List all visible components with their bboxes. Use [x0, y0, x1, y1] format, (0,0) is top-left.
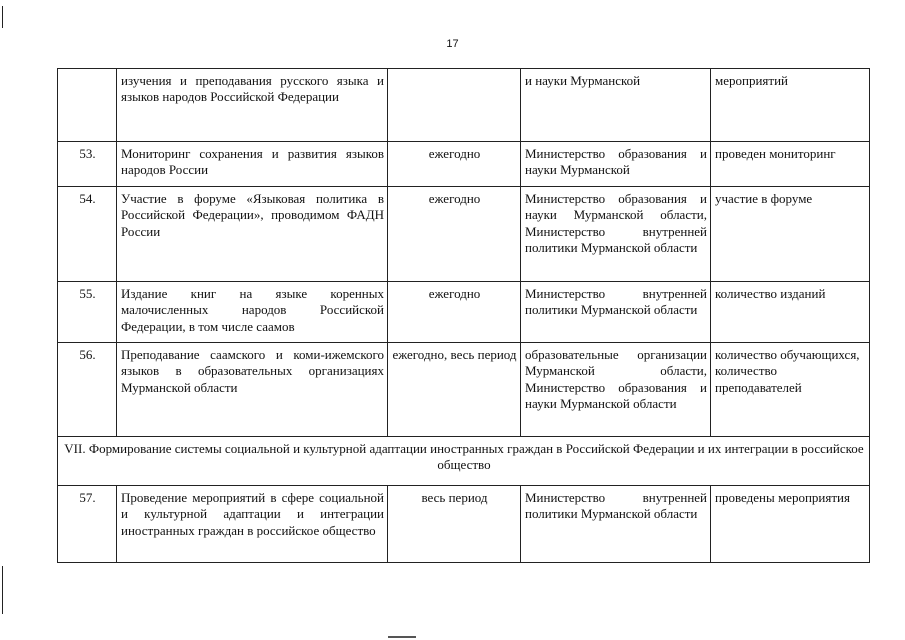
result-cell: мероприятий [711, 69, 870, 142]
table-row [58, 486, 870, 563]
executor-cell: Министерство образования и науки Мурманской [521, 142, 711, 187]
row-number [58, 69, 117, 142]
table-row [58, 187, 870, 282]
result-cell: участие в форуме [711, 187, 870, 282]
plan-table [57, 68, 870, 563]
table-row [58, 142, 870, 187]
executor-cell: Министерство внутренней политики Мурманской области [521, 486, 711, 563]
row-number: 56. [58, 343, 117, 437]
scan-edge-mark-bottom [2, 566, 3, 614]
executor-cell: и науки Мурманской [521, 69, 711, 142]
scan-bottom-mark [388, 636, 416, 638]
activity-cell: Проведение мероприятий в сфере социальной и культурной адаптации и интеграции иностранных граждан в российское общество [117, 486, 388, 563]
term-cell: ежегодно [388, 282, 521, 343]
result-cell: количество изданий [711, 282, 870, 343]
section-heading: VII. Формирование системы социальной и культурной адаптации иностранных граждан в Российской Федерации и их интеграции в российское общество [58, 437, 870, 486]
result-cell: количество обучающихся, количество преподавателей [711, 343, 870, 437]
executor-cell: образовательные организации Мурманской области, Министерство образования и науки Мурманской области [521, 343, 711, 437]
table-row [58, 343, 870, 437]
section-row [58, 437, 870, 486]
term-cell [388, 69, 521, 142]
page-number: 17 [446, 38, 459, 50]
row-number: 55. [58, 282, 117, 343]
activity-cell: Мониторинг сохранения и развития языков народов России [117, 142, 388, 187]
table-row [58, 282, 870, 343]
table-row [58, 69, 870, 142]
executor-cell: Министерство образования и науки Мурманской области, Министерство внутренней политики Мурманской области [521, 187, 711, 282]
activity-cell: Участие в форуме «Языковая политика в Российской Федерации», проводимом ФАДН России [117, 187, 388, 282]
result-cell: проведены мероприятия [711, 486, 870, 563]
row-number: 57. [58, 486, 117, 563]
row-number: 54. [58, 187, 117, 282]
scan-edge-mark-top [2, 6, 3, 28]
executor-cell: Министерство внутренней политики Мурманской области [521, 282, 711, 343]
term-cell: ежегодно [388, 187, 521, 282]
activity-cell: Издание книг на языке коренных малочисленных народов Российской Федерации, в том числе саамов [117, 282, 388, 343]
activity-cell: Преподавание саамского и коми-ижемского языков в образовательных организациях Мурманской области [117, 343, 388, 437]
activity-cell: изучения и преподавания русского языка и языков народов Российской Федерации [117, 69, 388, 142]
result-cell: проведен мониторинг [711, 142, 870, 187]
term-cell: весь период [388, 486, 521, 563]
term-cell: ежегодно, весь период [388, 343, 521, 437]
term-cell: ежегодно [388, 142, 521, 187]
row-number: 53. [58, 142, 117, 187]
